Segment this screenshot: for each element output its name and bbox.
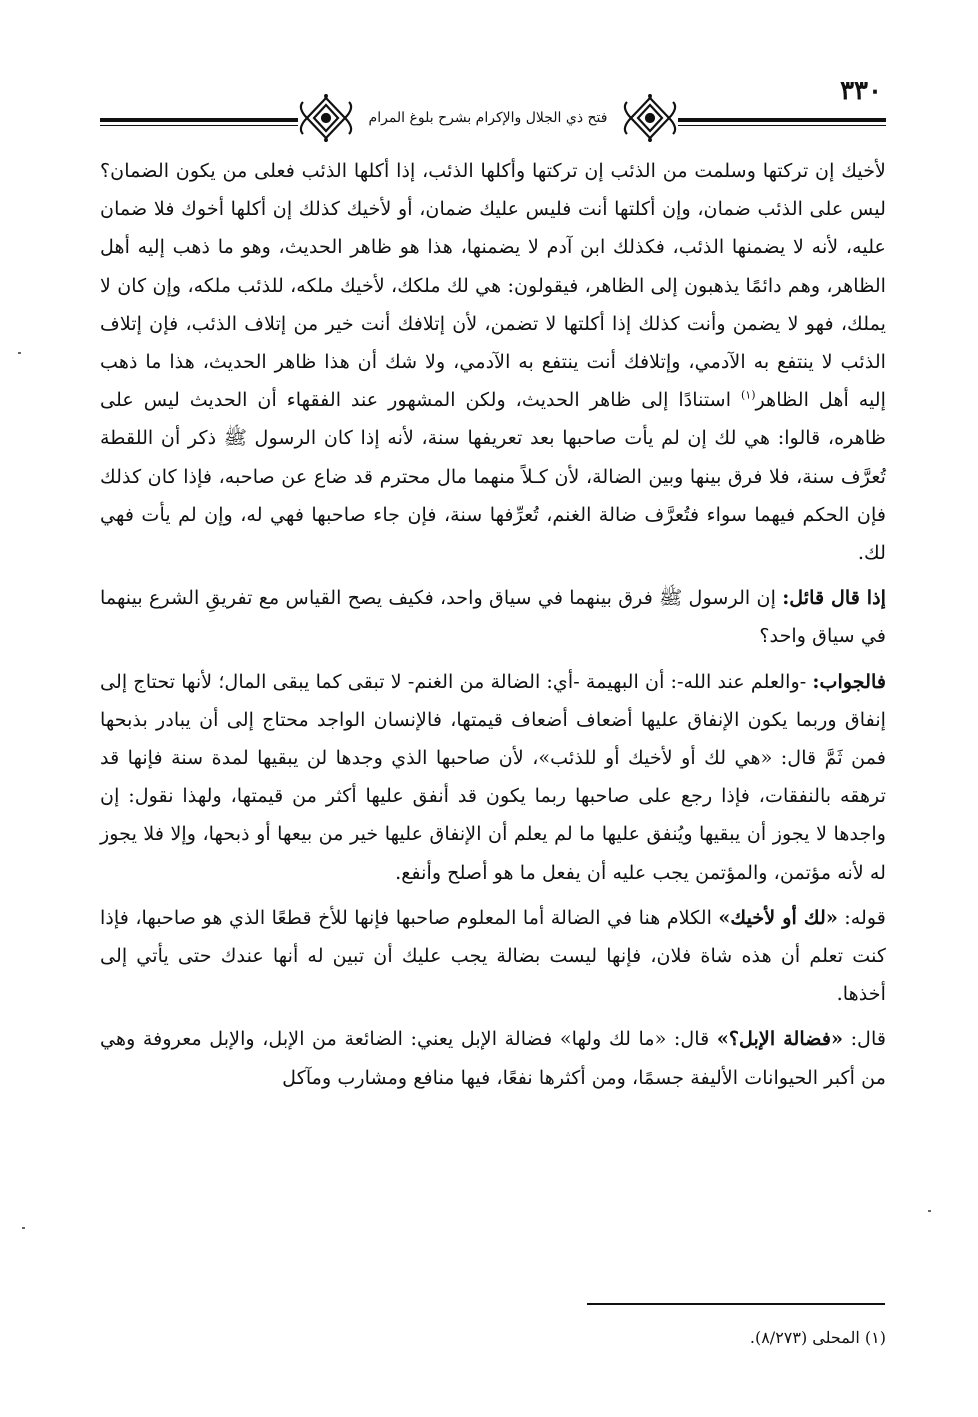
paragraph-1 bbox=[100, 152, 886, 572]
paragraph-lead: فالجواب: bbox=[812, 669, 886, 693]
footnote-separator bbox=[587, 1303, 885, 1305]
page-number: ٣٣٠ bbox=[840, 76, 882, 106]
page-header bbox=[100, 72, 886, 142]
paragraph-3 bbox=[100, 663, 886, 892]
left-ornament-icon bbox=[295, 94, 357, 142]
paragraph-lead-plain: قال: bbox=[843, 1027, 886, 1051]
scan-speck bbox=[22, 1227, 25, 1229]
footnote-ref: (١) bbox=[740, 388, 756, 402]
running-title-band bbox=[298, 94, 678, 142]
page-body bbox=[100, 152, 886, 1104]
paragraph-text: -والعلم عند الله-: أن البهيمة -أي: الضالة من الغنم- لا تبقى كما يبقى المال؛ لأنها تحتاج إلى إنفاق وربما يكون الإنفاق عليها أضعاف أضعاف قيمتها، فالإنسان الواجد محتاج إلى أن يبادر بذبحها فمن ثَمَّ قال: «هي لك أو لأخيك أو للذئب»، لأن صاحبها الذي وجدها لن يبقيها لمدة سنة فإنها قد ترهقه بالنفقات، فإذا رجع على صاحبها ربما يكون قد أنفق عليها أكثر من قيمتها، ولهذا نقول: إن واجدها لا يجوز أن يبقيها ويُنفق عليها ما لم يعلم أن الإنفاق عليها خير من بيعها أو ذبحها، وإلا فلا يجوز له لأنه مؤتمن، والمؤتمن يجب عليه أن يفعل ما هو أصلح وأنفع. bbox=[100, 669, 886, 884]
paragraph-text: الكلام هنا في الضالة أما المعلوم صاحبها فإنها للأخ قطعًا الذي هو صاحبها، فإذا كنت تعلم أن هذه شاة فلان، فإنها ليست بضالة يجب عليك أن تبين له أنها عندك حتى يأتي إلى أخذها. bbox=[100, 905, 886, 1006]
footnote: (١) المحلى (٨/٢٧٣). bbox=[749, 1328, 886, 1347]
scan-speck bbox=[928, 1210, 931, 1212]
paragraph-text: قال: «ما لك ولها» فضالة الإبل يعني: الضائعة من الإبل، والإبل معروفة وهي من أكبر الحيوانات الأليفة جسمًا، ومن أكثرها نفعًا، فيها منافع ومشارب ومآكل bbox=[100, 1027, 886, 1089]
paragraph-text: إن الرسول ﷺ فرق بينهما في سياق واحد، فكيف يصح القياس مع تفريقِ الشرع بينهما في سياق واحد؟ bbox=[100, 586, 886, 648]
paragraph-2 bbox=[100, 579, 886, 655]
paragraph-text-continued: استنادًا إلى ظاهر الحديث، ولكن المشهور عند الفقهاء أن الحديث ليس على ظاهره، قالوا: هي لك إن لم يأت صاحبها بعد تعريفها سنة، لأنه إذا كان الرسول ﷺ ذكر أن اللقطة تُعرَّف سنة، فلا فرق بينها وبين الضالة، لأن كـلاً منهما مال محترم قد ضاع عن صاحبه، فإذا كان كذلك فإن الحكم فيهما سواء فتُعرَّف ضالة الغنم، تُعرِّفها سنة، فإن جاء صاحبها فهي له، وإن لم يأت فهي لك. bbox=[100, 388, 886, 565]
paragraph-lead: «فضالة الإبل؟» bbox=[716, 1027, 844, 1051]
paragraph-5 bbox=[100, 1020, 886, 1096]
right-ornament-icon bbox=[619, 94, 681, 142]
paragraph-4 bbox=[100, 899, 886, 1014]
paragraph-lead: «لك أو لأخيك» bbox=[718, 905, 838, 929]
paragraph-lead-plain: قوله: bbox=[837, 905, 886, 929]
paragraph-text: لأخيك إن تركتها وسلمت من الذئب إن تركتها وأكلها الذئب، إذا أكلها الذئب فعلى من يكون الضمان؟ ليس على الذئب ضمان، وإن أكلتها أنت فليس عليك ضمان، أو لأخيك كذلك إن أكلها أخوك فلا ضمان عليه، لأنه لا يضمنها الذئب، فكذلك ابن آدم لا يضمنها، هذا هو ظاهر الحديث، وهو ما ذهب إليه أهل الظاهر، وهم دائمًا يذهبون إلى الظاهر، فيقولون: هي لك ملكك، لأخيك ملكه، للذئب ملكه، وإن كان لا يملك، فهو لا يضمن وأنت كذلك إذا أكلتها لا تضمن، لأن إتلافك أنت خير من إتلاف الذئب، فإن إتلاف الذئب لا ينتفع به الآدمي، وإتلافك أنت ينتفع به الآدمي، ولا شك أن هذا ظاهر الحديث، هذا ما ذهب إليه أهل الظاهر bbox=[100, 159, 886, 412]
running-title: فتح ذي الجلال والإكرام بشرح بلوغ المرام bbox=[368, 110, 608, 126]
scan-speck bbox=[18, 352, 21, 354]
paragraph-lead: إذا قال قائل: bbox=[782, 586, 886, 610]
